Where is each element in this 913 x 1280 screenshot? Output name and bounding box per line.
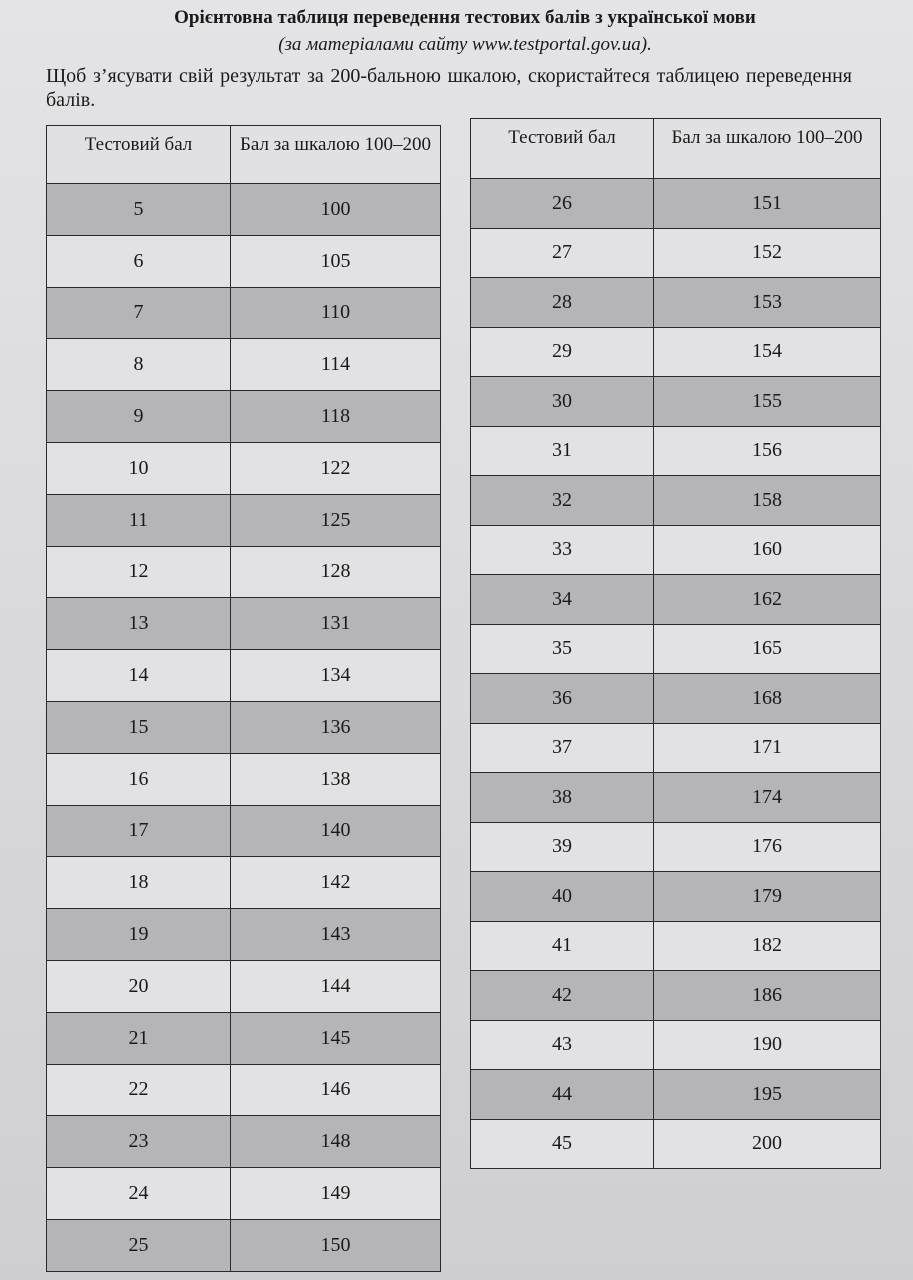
- test-score-cell: 13: [47, 598, 231, 650]
- scale-score-cell: 162: [654, 575, 881, 625]
- test-score-cell: 25: [47, 1219, 231, 1271]
- test-score-cell: 19: [47, 909, 231, 961]
- scale-score-cell: 176: [654, 822, 881, 872]
- table-row: [47, 1116, 441, 1168]
- table-row: [47, 598, 441, 650]
- table-row: [471, 525, 881, 575]
- test-score-cell: 26: [471, 179, 654, 229]
- scale-score-cell: 143: [231, 909, 441, 961]
- intro-paragraph: Щоб з’ясувати свій результат за 200-бальною шкалою, скористайтеся таблицею переведення балів.: [46, 65, 852, 111]
- test-score-cell: 12: [47, 546, 231, 598]
- test-score-cell: 41: [471, 921, 654, 971]
- test-score-cell: 14: [47, 650, 231, 702]
- test-score-cell: 40: [471, 872, 654, 922]
- scale-score-cell: 145: [231, 1012, 441, 1064]
- scale-score-cell: 160: [654, 525, 881, 575]
- scale-score-cell: 171: [654, 723, 881, 773]
- test-score-cell: 42: [471, 971, 654, 1021]
- table-row: [47, 391, 441, 443]
- test-score-cell: 30: [471, 377, 654, 427]
- test-score-cell: 24: [47, 1168, 231, 1220]
- scale-score-cell: 100: [231, 184, 441, 236]
- table-row: [471, 278, 881, 328]
- scale-score-cell: 156: [654, 426, 881, 476]
- test-score-cell: 28: [471, 278, 654, 328]
- scale-score-cell: 179: [654, 872, 881, 922]
- scale-score-cell: 105: [231, 235, 441, 287]
- test-score-cell: 8: [47, 339, 231, 391]
- table-row: [471, 327, 881, 377]
- scale-score-cell: 174: [654, 773, 881, 823]
- scale-score-cell: 186: [654, 971, 881, 1021]
- table-row: [47, 184, 441, 236]
- table-header-row: [47, 126, 441, 184]
- test-score-cell: 18: [47, 857, 231, 909]
- test-score-cell: 22: [47, 1064, 231, 1116]
- conversion-table-left: [46, 125, 441, 1272]
- test-score-cell: 31: [471, 426, 654, 476]
- scale-score-cell: 138: [231, 753, 441, 805]
- test-score-cell: 21: [47, 1012, 231, 1064]
- scale-score-cell: 142: [231, 857, 441, 909]
- column-header-scale-score: Бал за шкалою 100–200: [654, 119, 881, 179]
- scale-score-cell: 140: [231, 805, 441, 857]
- table-header-row: [471, 119, 881, 179]
- test-score-cell: 35: [471, 624, 654, 674]
- table-row: [471, 723, 881, 773]
- scale-score-cell: 136: [231, 701, 441, 753]
- table-row: [471, 575, 881, 625]
- scale-score-cell: 165: [654, 624, 881, 674]
- test-score-cell: 37: [471, 723, 654, 773]
- table-row: [47, 1064, 441, 1116]
- test-score-cell: 27: [471, 228, 654, 278]
- table-row: [47, 1219, 441, 1271]
- test-score-cell: 10: [47, 442, 231, 494]
- scale-score-cell: 131: [231, 598, 441, 650]
- scale-score-cell: 118: [231, 391, 441, 443]
- scale-score-cell: 195: [654, 1070, 881, 1120]
- scale-score-cell: 155: [654, 377, 881, 427]
- test-score-cell: 7: [47, 287, 231, 339]
- table-row: [47, 701, 441, 753]
- table-row: [47, 857, 441, 909]
- test-score-cell: 23: [47, 1116, 231, 1168]
- table-row: [471, 921, 881, 971]
- scale-score-cell: 152: [654, 228, 881, 278]
- test-score-cell: 38: [471, 773, 654, 823]
- test-score-cell: 5: [47, 184, 231, 236]
- test-score-cell: 16: [47, 753, 231, 805]
- test-score-cell: 17: [47, 805, 231, 857]
- table-row: [471, 773, 881, 823]
- scale-score-cell: 149: [231, 1168, 441, 1220]
- scale-score-cell: 110: [231, 287, 441, 339]
- scale-score-cell: 190: [654, 1020, 881, 1070]
- page-subtitle: (за матеріалами сайту www.testportal.gov.ua).: [278, 34, 652, 55]
- column-header-scale-score: Бал за шкалою 100–200: [231, 126, 441, 184]
- scale-score-cell: 128: [231, 546, 441, 598]
- scale-score-cell: 182: [654, 921, 881, 971]
- column-header-test-score: Тестовий бал: [47, 126, 231, 184]
- table-row: [47, 1168, 441, 1220]
- table-row: [47, 753, 441, 805]
- scale-score-cell: 200: [654, 1119, 881, 1169]
- scale-score-cell: 148: [231, 1116, 441, 1168]
- table-row: [47, 494, 441, 546]
- table-row: [471, 971, 881, 1021]
- scale-score-cell: 134: [231, 650, 441, 702]
- table-row: [471, 426, 881, 476]
- test-score-cell: 44: [471, 1070, 654, 1120]
- scale-score-cell: 168: [654, 674, 881, 724]
- scale-score-cell: 158: [654, 476, 881, 526]
- scale-score-cell: 150: [231, 1219, 441, 1271]
- scale-score-cell: 114: [231, 339, 441, 391]
- table-row: [471, 872, 881, 922]
- table-row: [47, 235, 441, 287]
- test-score-cell: 29: [471, 327, 654, 377]
- test-score-cell: 33: [471, 525, 654, 575]
- scale-score-cell: 153: [654, 278, 881, 328]
- test-score-cell: 43: [471, 1020, 654, 1070]
- table-row: [47, 650, 441, 702]
- table-row: [47, 339, 441, 391]
- table-row: [471, 674, 881, 724]
- test-score-cell: 9: [47, 391, 231, 443]
- table-row: [47, 805, 441, 857]
- scale-score-cell: 146: [231, 1064, 441, 1116]
- table-row: [47, 442, 441, 494]
- table-row: [471, 1020, 881, 1070]
- test-score-cell: 36: [471, 674, 654, 724]
- table-row: [471, 377, 881, 427]
- table-row: [471, 822, 881, 872]
- test-score-cell: 32: [471, 476, 654, 526]
- table-row: [471, 228, 881, 278]
- test-score-cell: 11: [47, 494, 231, 546]
- table-row: [47, 1012, 441, 1064]
- scale-score-cell: 122: [231, 442, 441, 494]
- table-row: [47, 909, 441, 961]
- scale-score-cell: 154: [654, 327, 881, 377]
- table-row: [47, 960, 441, 1012]
- table-row: [471, 1119, 881, 1169]
- test-score-cell: 15: [47, 701, 231, 753]
- scale-score-cell: 144: [231, 960, 441, 1012]
- table-row: [471, 1070, 881, 1120]
- table-row: [471, 179, 881, 229]
- conversion-table-right: [470, 118, 881, 1169]
- page-title: Орієнтовна таблиця переведення тестових балів з української мови: [174, 7, 756, 28]
- table-row: [47, 546, 441, 598]
- scale-score-cell: 151: [654, 179, 881, 229]
- table-row: [471, 476, 881, 526]
- table-row: [471, 624, 881, 674]
- table-row: [47, 287, 441, 339]
- column-header-test-score: Тестовий бал: [471, 119, 654, 179]
- test-score-cell: 45: [471, 1119, 654, 1169]
- test-score-cell: 6: [47, 235, 231, 287]
- test-score-cell: 39: [471, 822, 654, 872]
- test-score-cell: 34: [471, 575, 654, 625]
- scale-score-cell: 125: [231, 494, 441, 546]
- test-score-cell: 20: [47, 960, 231, 1012]
